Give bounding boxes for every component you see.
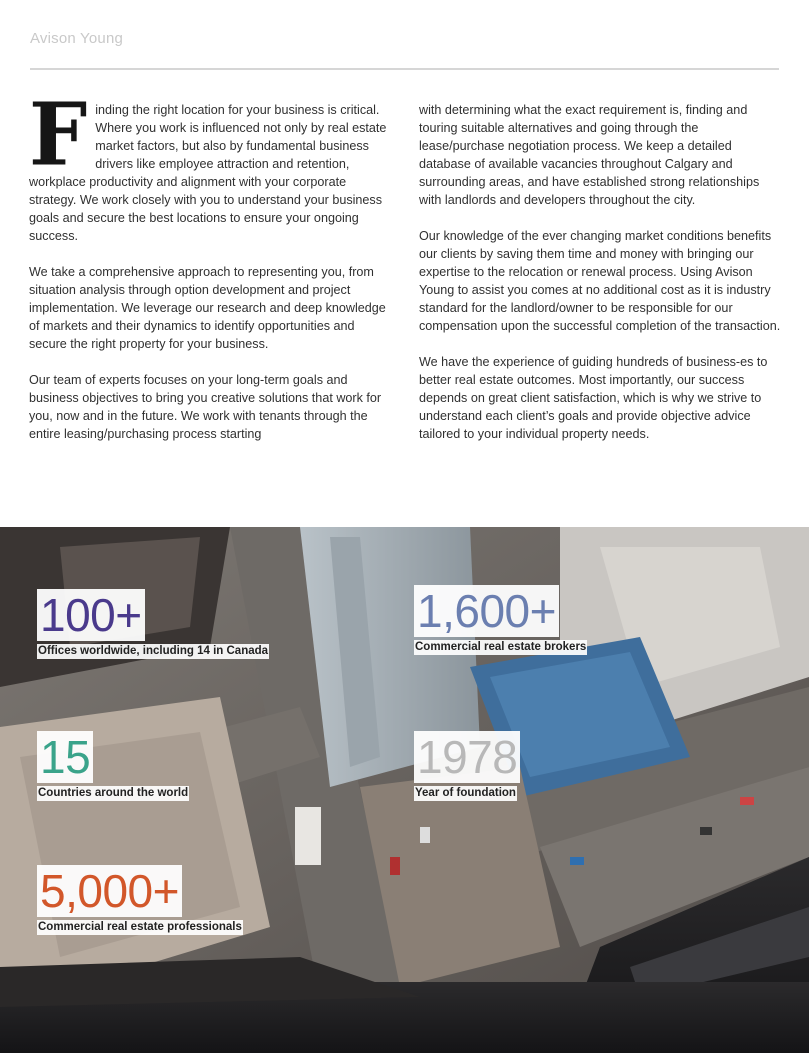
stat-brokers	[414, 585, 587, 655]
approach-paragraph: We take a comprehensive approach to representing you, from situation analysis through option development and project implementation. We leverage our research and deep knowledge of markets and their dynamics to identify opportunities and secure the right property for your business.	[29, 265, 386, 351]
stat-offices-label: Offices worldwide, including 14 in Canada	[38, 645, 269, 657]
header-divider	[30, 68, 779, 70]
stat-professionals-label: Commercial real estate professionals	[38, 921, 242, 933]
process-paragraph: with determining what the exact requirement is, finding and touring suitable alternatives and going through the lease/purchase negotiation process. We keep a detailed database of available vacancies throughout Calgary and surrounding areas, and have established strong relationships with landlords and developers throughout the city.	[419, 103, 760, 207]
stat-professionals-number: 5,000+	[37, 865, 182, 917]
stat-foundation-number: 1978	[414, 731, 520, 783]
aerial-city-photo	[0, 527, 809, 1053]
left-column	[29, 84, 391, 461]
drop-cap: F	[29, 84, 88, 186]
team-paragraph: Our team of experts focuses on your long-term goals and business objectives to bring you creative solutions that work for you, now and in the future. We work with tenants through the entire leasing/purchasing process starting	[29, 373, 382, 441]
stat-countries	[37, 731, 189, 801]
stat-countries-number: 15	[37, 731, 93, 783]
right-column	[419, 101, 781, 461]
body-text	[29, 84, 781, 461]
experience-paragraph: We have the experience of guiding hundreds of business-es to better real estate outcomes. Most importantly, our success depends on great client satisfaction, which is why we strive to understand each client’s goals and provide objective advice tailored to your individual property needs.	[419, 355, 768, 441]
intro-text: inding the right location for your business is critical. Where you work is influenced not only by real estate market factors, but also by fundamental business drivers like employee attraction and retention, workplace productivity and alignment with your corporate strategy. We work closely with you to understand your business goals and secure the best locations to ensure your ongoing success.	[29, 103, 387, 243]
stat-foundation-label: Year of foundation	[415, 787, 516, 799]
brand-name: Avison Young	[30, 30, 124, 47]
knowledge-paragraph: Our knowledge of the ever changing market conditions benefits our clients by saving them time and money with bringing our expertise to the relocation or renewal process. Using Avison Young to assist you comes at no additional cost as it is industry standard for the landlord/owner to be responsible for our compensation upon the successful completion of the transaction.	[419, 229, 781, 333]
stat-countries-label: Countries around the world	[38, 787, 189, 799]
stat-offices	[37, 589, 269, 659]
stat-offices-number: 100+	[37, 589, 145, 641]
stat-brokers-label: Commercial real estate brokers	[415, 641, 587, 653]
stat-brokers-number: 1,600+	[414, 585, 559, 637]
stat-foundation	[414, 731, 520, 801]
intro-paragraph	[29, 84, 391, 245]
stat-professionals	[37, 865, 243, 935]
